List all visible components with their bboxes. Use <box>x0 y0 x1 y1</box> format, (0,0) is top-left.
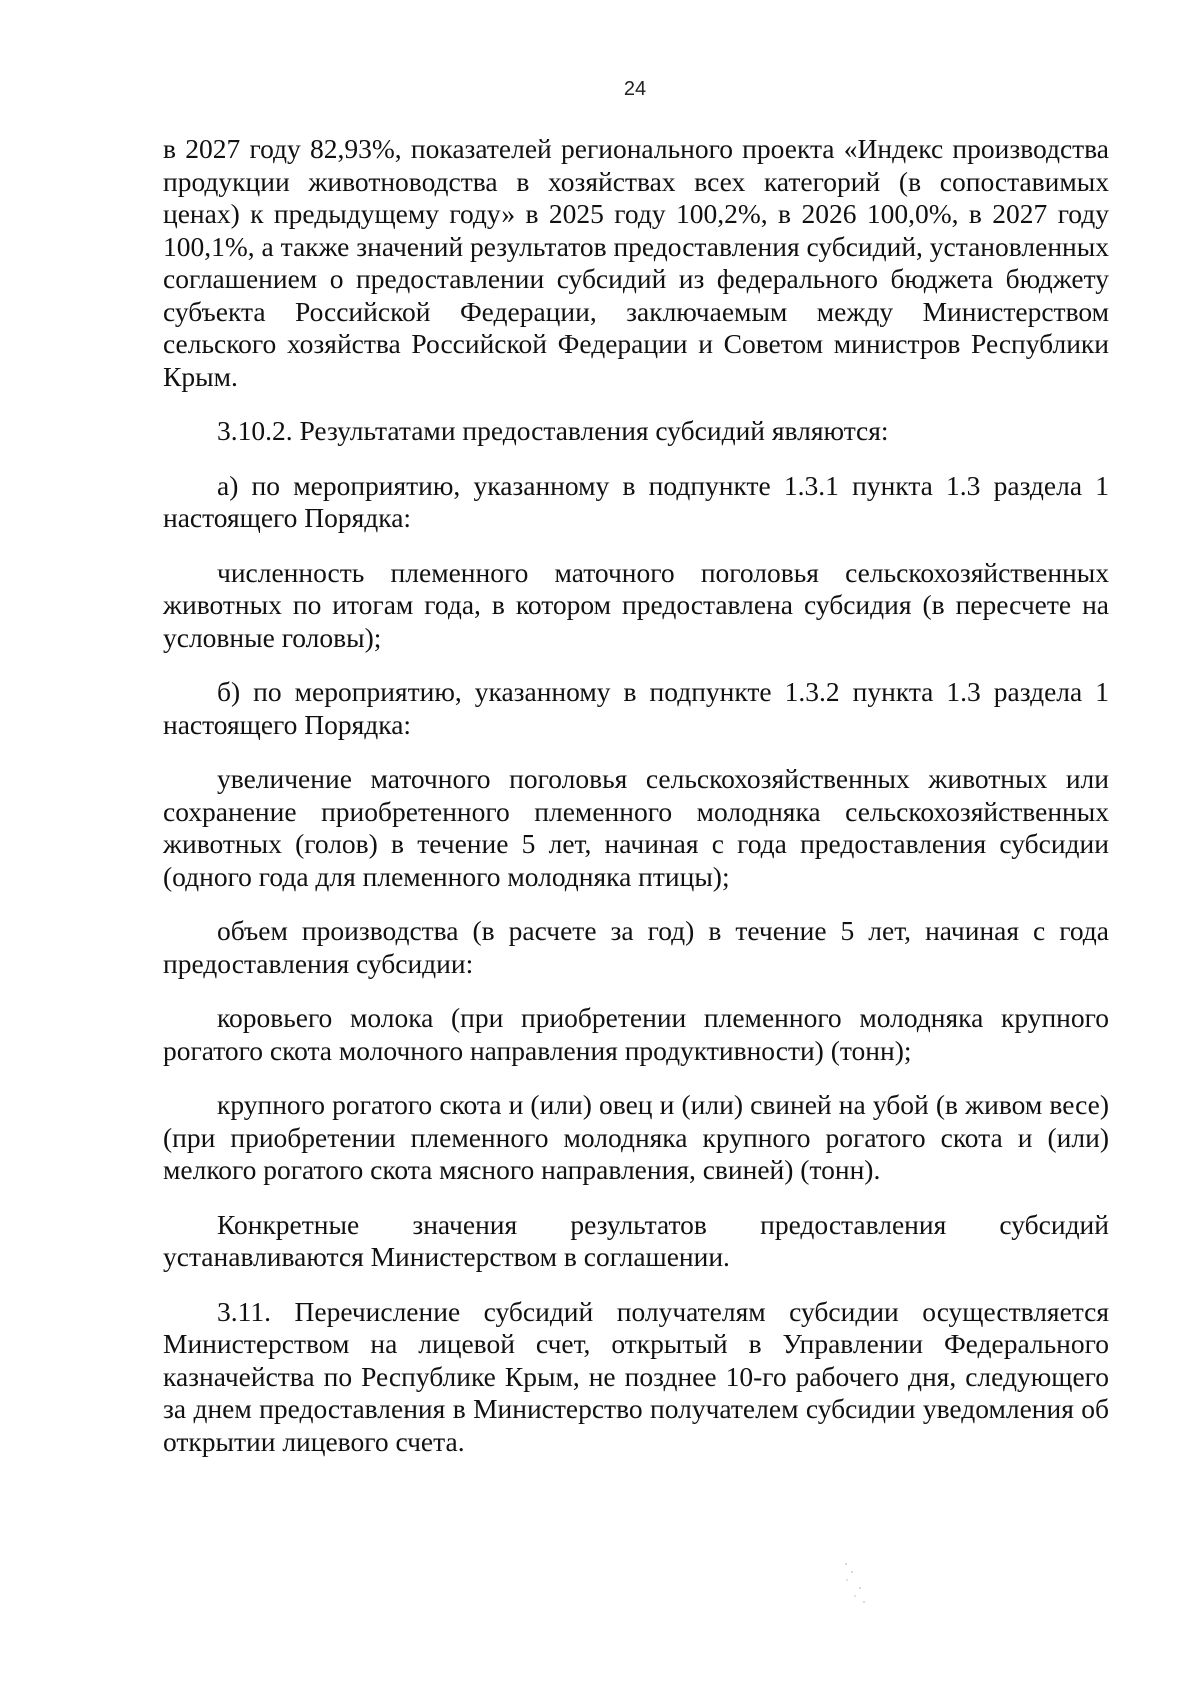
paragraph-cow-milk: коровьего молока (при приобретении племенного молодняка крупного рогатого скота молочного направления продуктивности) (тонн); <box>163 1002 1109 1066</box>
paragraph-result-livestock-increase: увеличение маточного поголовья сельскохозяйственных животных или сохранение приобретенного племенного молодняка сельскохозяйственных животных (голов) в течение 5 лет, начиная с года предоставления субсидии (одного года для племенного молодняка птицы); <box>163 763 1109 892</box>
page-number: 24 <box>623 78 647 100</box>
paragraph-continuation: в 2027 году 82,93%, показателей регионального проекта «Индекс производства продукции животноводства в хозяйствах всех категорий (в сопоставимых ценах) к предыдущему году» в 2025 году 100,2%, в 2026 100,0%, в 2027 году 100,1%, а также значений результатов предоставления субсидий, установленных соглашением о предоставлении субсидий из федерального бюджета бюджету субъекта Российской Федерации, заключаемым между Министерством сельского хозяйства Российской Федерации и Советом министров Республики Крым. <box>163 133 1109 392</box>
paragraph-item-b: б) по мероприятию, указанному в подпункте 1.3.2 пункта 1.3 раздела 1 настоящего Порядка: <box>163 676 1109 740</box>
paragraph-production-volume: объем производства (в расчете за год) в течение 5 лет, начиная с года предоставления субсидии: <box>163 915 1109 979</box>
paragraph-3-11: 3.11. Перечисление субсидий получателям субсидии осуществляется Министерством на лицевой счет, открытый в Управлении Федерального казначейства по Республике Крым, не позднее 10-го рабочего дня, следующего за днем предоставления в Министерство получателем субсидии уведомления об открытии лицевого счета. <box>163 1295 1109 1457</box>
paragraph-3-10-2: 3.10.2. Результатами предоставления субсидий являются: <box>217 415 889 446</box>
paragraph-specific-values: Конкретные значения результатов предоставления субсидий устанавливаются Министерством в соглашении. <box>163 1208 1109 1272</box>
paragraph-result-breeding-stock: численность племенного маточного поголовья сельскохозяйственных животных по итогам года, в котором предоставлена субсидия (в пересчете на условные головы); <box>163 556 1109 653</box>
scan-artifact <box>838 1558 878 1608</box>
document-body <box>163 133 1109 1480</box>
paragraph-item-a: а) по мероприятию, указанному в подпункте 1.3.1 пункта 1.3 раздела 1 настоящего Порядка: <box>163 469 1109 533</box>
paragraph-livestock-slaughter: крупного рогатого скота и (или) овец и (или) свиней на убой (в живом весе) (при приобретении племенного молодняка крупного рогатого скота и (или) мелкого рогатого скота мясного направления, свиней) (тонн). <box>163 1089 1109 1185</box>
